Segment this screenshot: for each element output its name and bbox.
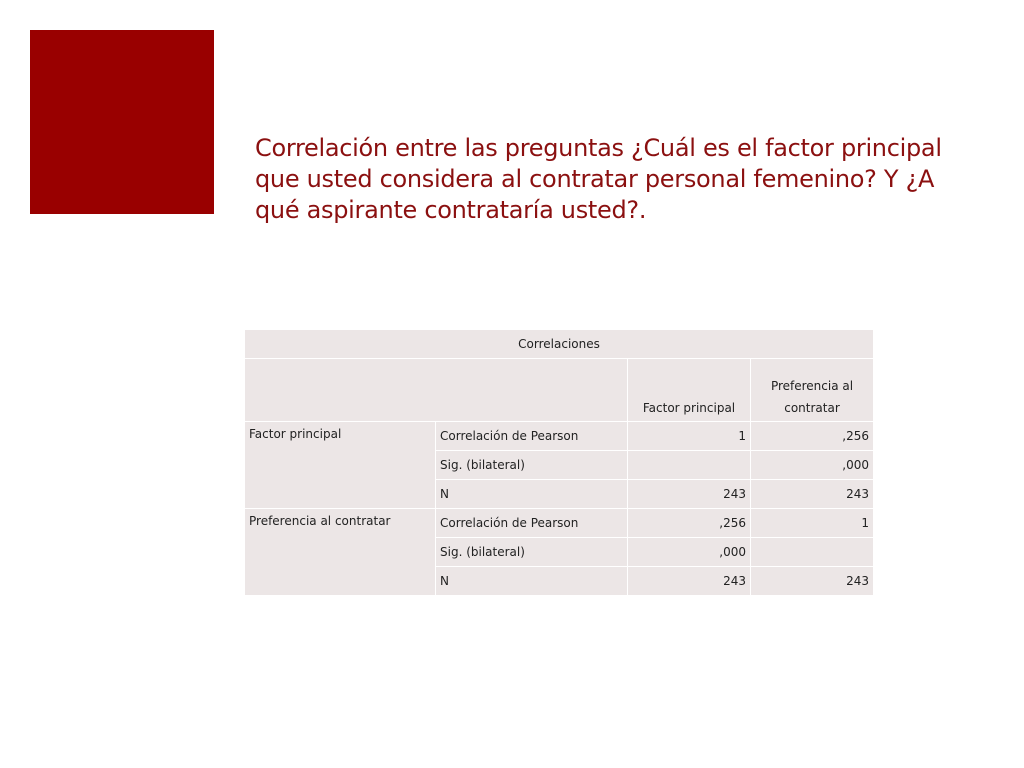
table-row — [245, 509, 874, 538]
table-cell: 1 — [628, 422, 751, 451]
table-cell: 243 — [751, 567, 874, 596]
correlation-table — [244, 329, 874, 596]
table-cell: ,256 — [751, 422, 874, 451]
stat-label: Sig. (bilateral) — [436, 538, 628, 567]
table-cell — [628, 451, 751, 480]
table-cell: 243 — [628, 567, 751, 596]
table-cell: 243 — [751, 480, 874, 509]
row-group-label: Preferencia al contratar — [245, 509, 436, 596]
stat-label: Sig. (bilateral) — [436, 451, 628, 480]
table-header-row — [245, 359, 874, 422]
header-empty-cell — [245, 359, 628, 422]
stat-label: Correlación de Pearson — [436, 422, 628, 451]
stat-label: N — [436, 567, 628, 596]
col-header-factor-principal: Factor principal — [628, 359, 751, 422]
table-cell: ,000 — [751, 451, 874, 480]
table-cell: ,256 — [628, 509, 751, 538]
stat-label: N — [436, 480, 628, 509]
stat-label: Correlación de Pearson — [436, 509, 628, 538]
table-row — [245, 422, 874, 451]
col-header-preferencia: Preferencia al contratar — [751, 359, 874, 422]
table-caption-row — [245, 330, 874, 359]
slide-title: Correlación entre las preguntas ¿Cuál es el factor principal que usted considera al contratar personal femenino? Y ¿A qué aspirante contrataría usted?. — [255, 134, 942, 224]
table-cell: 243 — [628, 480, 751, 509]
accent-square — [30, 30, 214, 214]
table-cell: 1 — [751, 509, 874, 538]
table-cell: ,000 — [628, 538, 751, 567]
table-caption: Correlaciones — [245, 330, 874, 359]
table-cell — [751, 538, 874, 567]
row-group-label: Factor principal — [245, 422, 436, 509]
